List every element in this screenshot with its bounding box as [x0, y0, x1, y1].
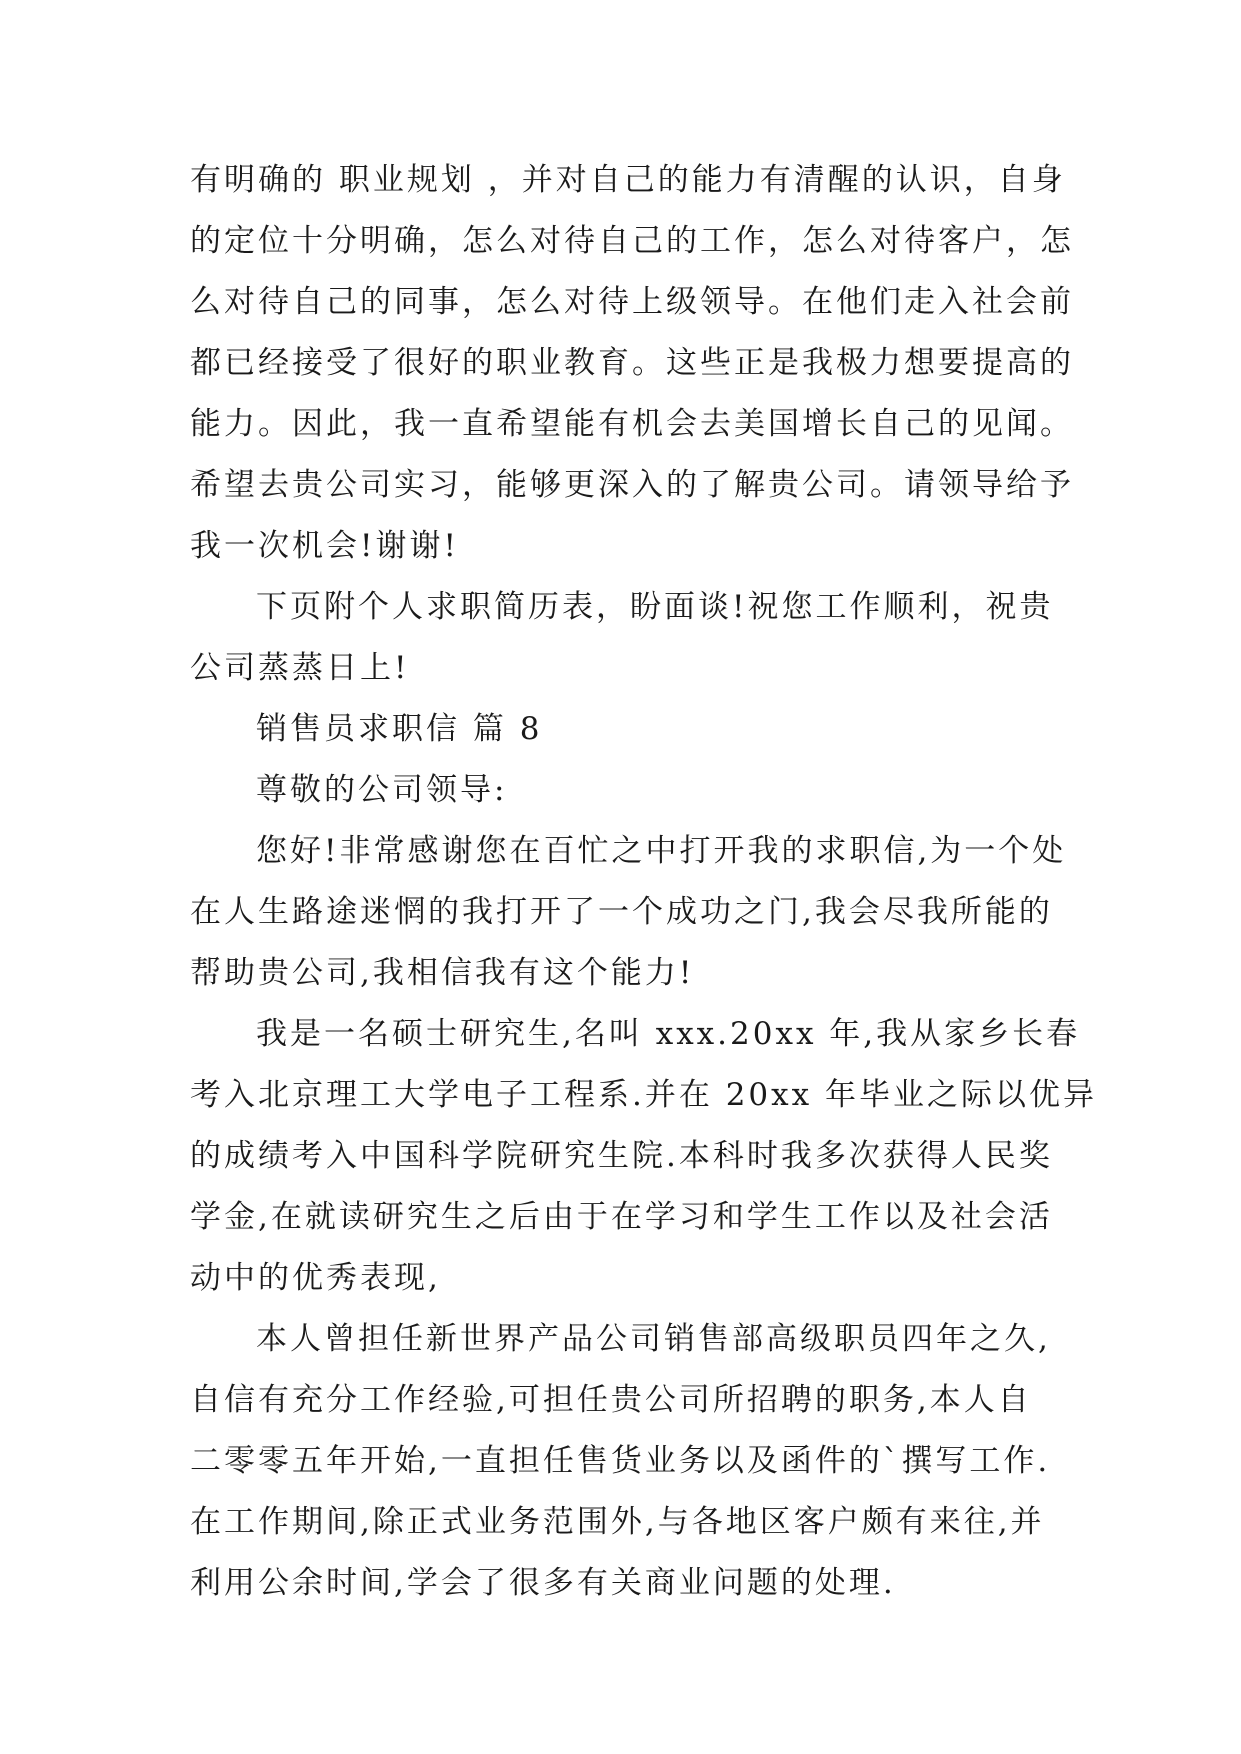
text-line: 利用公余时间,学会了很多有关商业问题的处理.: [190, 1565, 896, 1601]
text-line: 本人曾担任新世界产品公司销售部高级职员四年之久,: [256, 1321, 1051, 1357]
text-line: 能力。因此，我一直希望能有机会去美国增长自己的见闻。: [190, 406, 1074, 442]
text-line: 在人生路途迷惘的我打开了一个成功之门,我会尽我所能的: [190, 894, 1053, 930]
text-line: 自信有充分工作经验,可担任贵公司所招聘的职务,本人自: [190, 1382, 1032, 1418]
text-line: 学金,在就读研究生之后由于在学习和学生工作以及社会活: [190, 1199, 1053, 1235]
text-line: 帮助贵公司,我相信我有这个能力!: [190, 955, 695, 991]
text-line: 您好!非常感谢您在百忙之中打开我的求职信,为一个处: [256, 833, 1067, 869]
text-line: 考入北京理工大学电子工程系.并在 20xx 年毕业之际以优异: [190, 1077, 1097, 1113]
text-line: 下页附个人求职简历表，盼面谈!祝您工作顺利，祝贵: [256, 589, 1054, 625]
text-line: 么对待自己的同事，怎么对待上级领导。在他们走入社会前: [190, 284, 1074, 320]
salutation: 尊敬的公司领导:: [256, 772, 508, 808]
text-line: 我是一名硕士研究生,名叫 xxx.20xx 年,我从家乡长春: [256, 1016, 1081, 1052]
text-line: 希望去贵公司实习，能够更深入的了解贵公司。请领导给予: [190, 467, 1074, 503]
text-line: 有明确的 职业规划 ，并对自己的能力有清醒的认识，自身: [190, 162, 1066, 198]
text-line: 我一次机会!谢谢!: [190, 528, 459, 564]
document-body: [190, 150, 1097, 1614]
text-line: 公司蒸蒸日上!: [190, 650, 410, 686]
text-line: 的成绩考入中国科学院研究生院.本科时我多次获得人民奖: [190, 1138, 1053, 1174]
text-line: 二零零五年开始,一直担任售货业务以及函件的`撰写工作.: [190, 1443, 1051, 1479]
text-line: 都已经接受了很好的职业教育。这些正是我极力想要提高的: [190, 345, 1074, 381]
section-heading: 销售员求职信 篇 8: [256, 711, 543, 747]
text-line: 的定位十分明确，怎么对待自己的工作，怎么对待客户，怎: [190, 223, 1074, 259]
text-line: 在工作期间,除正式业务范围外,与各地区客户颇有来往,并: [190, 1504, 1045, 1540]
text-line: 动中的优秀表现,: [190, 1260, 441, 1296]
